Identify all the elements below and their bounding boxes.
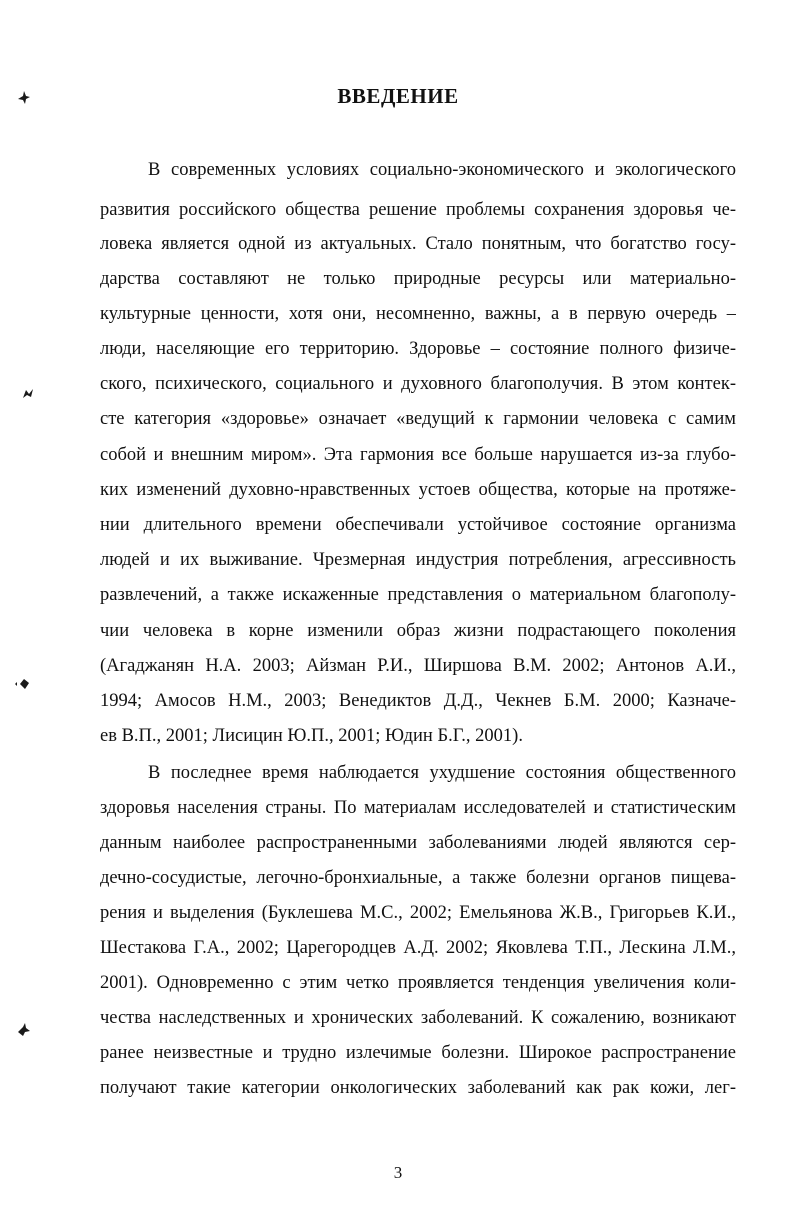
text-line: 2001). Одновременно с этим четко проявляется тенденция увеличения коли- [100,973,736,993]
text-line: люди, населяющие его территорию. Здоровье – состояние полного физиче- [100,339,736,359]
scan-mark-icon [14,676,28,690]
text-line: чества наследственных и хронических заболеваний. К сожалению, возникают [100,1008,736,1028]
text-line: здоровья населения страны. По материалам исследователей и статистическим [100,798,736,818]
text-line: Шестакова Г.А., 2002; Царегородцев А.Д. 2002; Яковлева Т.П., Лескина Л.М., [100,938,736,958]
text-line: получают такие категории онкологических заболеваний как рак кожи, лег- [100,1078,736,1098]
text-line: рения и выделения (Буклешева М.С., 2002; Емельянова Ж.В., Григорьев К.И., [100,903,736,923]
text-line: В последнее время наблюдается ухудшение состояния общественного [148,763,736,783]
text-line: нии длительного времени обеспечивали устойчивое состояние организма [100,515,736,535]
text-line: культурные ценности, хотя они, несомненно, важны, а в первую очередь – [100,304,736,324]
text-line: В современных условиях социально-экономического и экологического [148,160,736,180]
text-line: дарства составляют не только природные ресурсы или материально- [100,269,736,289]
scan-mark-icon [20,386,34,400]
text-line: развлечений, а также искаженные представления о материальном благополу- [100,585,736,605]
scan-mark-icon [16,1022,30,1036]
page-number: 3 [393,1163,403,1182]
text-line: ловека является одной из актуальных. Стало понятным, что богатство госу- [100,234,736,254]
text-line: развития российского общества решение проблемы сохранения здоровья че- [100,200,736,220]
text-line: собой и внешним миром». Эта гармония все больше нарушается из-за глубо- [100,445,736,465]
text-line: ких изменений духовно-нравственных устоев общества, которые на протяже- [100,480,736,500]
text-line: ев В.П., 2001; Лисицин Ю.П., 2001; Юдин Б.Г., 2001). [100,726,523,746]
text-line: 1994; Амосов Н.М., 2003; Венедиктов Д.Д., Чекнев Б.М. 2000; Казначе- [100,691,736,711]
text-line: ского, психического, социального и духовного благополучия. В этом контек- [100,374,736,394]
text-line: ранее неизвестные и трудно излечимые болезни. Широкое распространение [100,1043,736,1063]
text-line: (Агаджанян Н.А. 2003; Айзман Р.И., Ширшова В.М. 2002; Антонов А.И., [100,656,736,676]
text-line: сте категория «здоровье» означает «ведущий к гармонии человека с самим [100,409,736,429]
page-title: ВВЕДЕНИЕ [337,84,459,108]
text-line: данным наиболее распространенными заболеваниями людей являются сер- [100,833,736,853]
text-line: чии человека в корне изменили образ жизни подрастающего поколения [100,621,736,641]
text-line: людей и их выживание. Чрезмерная индустрия потребления, агрессивность [100,550,736,570]
text-line: дечно-сосудистые, легочно-бронхиальные, а также болезни органов пищева- [100,868,736,888]
